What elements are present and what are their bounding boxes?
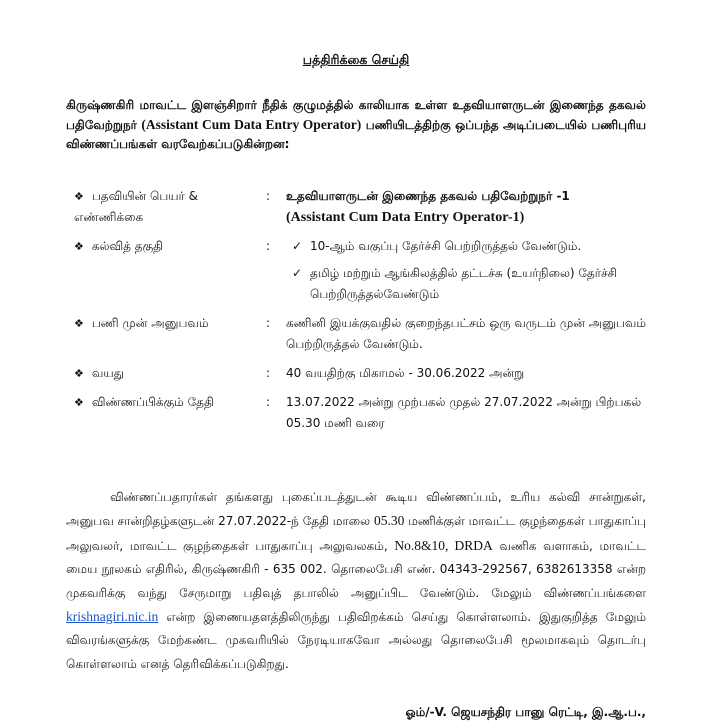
qualification-item-text: 10-ஆம் வகுப்பு தேர்ச்சி பெற்றிருத்தல் வேண்டும். <box>310 239 582 253</box>
diamond-bullet-icon: ❖ <box>74 396 84 409</box>
intro-paragraph <box>66 96 646 154</box>
document-title-text: பத்திரிக்கை செய்தி <box>302 52 410 67</box>
qualification-label-cell <box>74 228 266 305</box>
qualification-item <box>286 263 646 305</box>
body-time: 05.30 <box>373 513 405 529</box>
post-value-english: (Assistant Cum Data Entry Operator-1) <box>286 210 525 225</box>
body-address-english: No.8&10, DRDA <box>394 537 493 553</box>
intro-post-english: (Assistant Cum Data Entry Operator) <box>141 117 362 132</box>
post-label-cell <box>74 186 266 228</box>
experience-label-cell <box>74 305 266 355</box>
qualification-label: கல்வித் தகுதி <box>91 239 163 253</box>
qualification-item-text: தமிழ் மற்றும் ஆங்கிலத்தில் தட்டச்சு (உயர்நிலை) தேர்ச்சி பெற்றிருத்தல்வேண்டும் <box>310 266 618 301</box>
diamond-bullet-icon: ❖ <box>74 317 84 330</box>
age-label-cell <box>74 355 266 384</box>
application-date-value: 13.07.2022 அன்று முற்பகல் முதல் 27.07.2022 அன்று பிற்பகல் 05.30 மணி வரை <box>286 395 642 430</box>
details-row-age <box>74 355 646 384</box>
intro-text-part3: பணியிடத்திற்கு ஒப்பந்த அடிப்படையில் பணிபுரிய விண்ணப்பங்கள் வரவேற்கப்படுகின்றன: <box>66 118 646 151</box>
diamond-bullet-icon: ❖ <box>74 367 84 380</box>
colon-separator: : <box>266 239 271 253</box>
age-label: வயது <box>91 366 125 380</box>
document-title <box>0 52 712 69</box>
details-row-application-date <box>74 384 646 434</box>
diamond-bullet-icon: ❖ <box>74 240 84 253</box>
body-text-part4: என்ற இணையதளத்திலிருந்து பதிவிறக்கம் செய்து கொள்ளலாம். இதுகுறித்த மேலும் விவரங்களுக்கு மேற்கண்ட முகவரியில் நேரடியாகவோ அல்லது தொலைபேசி மூலமாகவும் தொடர்பு கொள்ளலாம் எனத் தெரிவிக்கப்படுகிறது. <box>66 610 646 671</box>
body-text-part2: மணிக்குள் மாவட்ட குழந்தைகள் பாதுகாப்பு அலுவலர், மாவட்ட குழந்தைகள் பாதுகாப்பு அலுவலகம், <box>66 514 646 553</box>
body-text-part1: விண்ணப்பதாரர்கள் தங்களது புகைப்படத்துடன் கூடிய விண்ணப்பம், உரிய கல்வி சான்றுகள், அனுபவ சான்றிதழ்களுடன் 27.07.2022-ந் தேதி மாலை <box>66 490 646 529</box>
age-value: 40 வயதிற்கு மிகாமல் - 30.06.2022 அன்று <box>286 366 525 380</box>
checkmark-icon: ✓ <box>292 239 303 253</box>
details-row-post <box>74 186 646 228</box>
checkmark-icon: ✓ <box>292 266 303 280</box>
intro-text-part1: கிருஷ்ணகிரி மாவட்ட இளஞ்சிறார் நீதிக் குழுமத்தில் காலியாக உள்ள உதவியாளருடன் இணைந்த தகவல் பதிவேற்றுநர் <box>66 98 646 132</box>
body-paragraph <box>66 486 646 676</box>
website-link[interactable]: krishnagiri.nic.in <box>66 609 159 625</box>
post-label: பதவியின் பெயர் & எண்ணிக்கை <box>74 189 198 224</box>
colon-separator: : <box>266 395 271 409</box>
application-date-label: விண்ணப்பிக்கும் தேதி <box>91 395 214 409</box>
post-value-cell <box>286 186 646 228</box>
qualification-item <box>286 236 646 257</box>
colon-separator: : <box>266 189 271 203</box>
qualification-value-cell <box>286 228 646 305</box>
details-table <box>74 186 646 434</box>
details-row-experience <box>74 305 646 355</box>
colon-separator: : <box>266 366 271 380</box>
application-date-label-cell <box>74 384 266 434</box>
colon-separator: : <box>266 316 271 330</box>
signature-line: ஓம்/-V. ஜெயசந்திர பானு ரெட்டி, இ.ஆ.ப., <box>405 705 646 719</box>
experience-label: பணி முன் அனுபவம் <box>91 316 209 330</box>
details-row-qualification <box>74 228 646 305</box>
experience-value: கணினி இயக்குவதில் குறைந்தபட்சம் ஒரு வருடம் முன் அனுபவம் பெற்றிருத்தல் வேண்டும். <box>286 316 646 351</box>
body-text-part3: வணிக வளாகம், மாவட்ட மைய நூலகம் எதிரில், கிருஷ்ணகிரி - 635 002. தொலைபேசி எண். 04343-292567, 6382613358 என்ற முகவரிக்கு வந்து சேருமாறு பதிவுத் தபாலில் அனுப்பிட வேண்டும். மேலும் விண்ணப்பங்களை <box>66 538 646 600</box>
diamond-bullet-icon: ❖ <box>74 190 84 203</box>
post-value-tamil: உதவியாளருடன் இணைந்த தகவல் பதிவேற்றுநர் -1 <box>286 189 570 203</box>
